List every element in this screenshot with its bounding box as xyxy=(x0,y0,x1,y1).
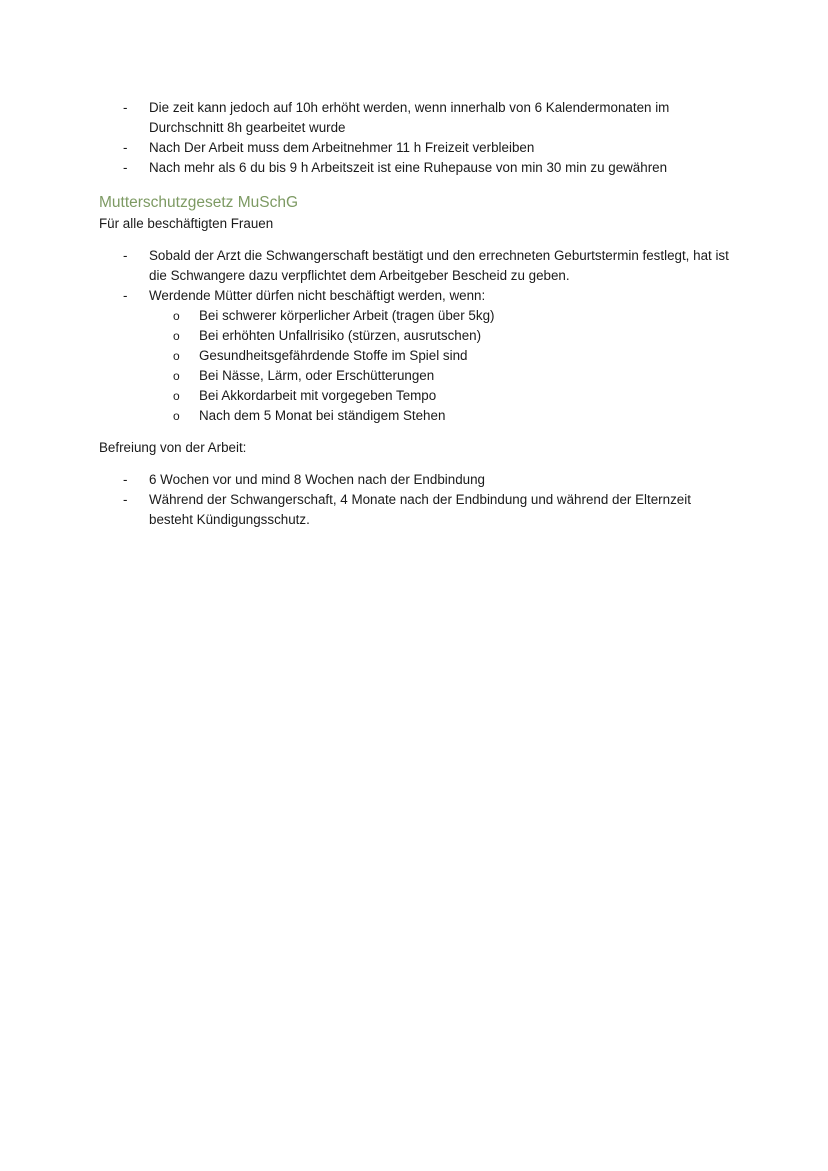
list-item xyxy=(0,138,828,158)
list-item xyxy=(0,490,828,530)
circle-bullet-icon: o xyxy=(173,329,180,343)
list-item xyxy=(0,158,828,178)
list-marker: - xyxy=(123,160,128,175)
sub-list-item xyxy=(0,346,828,366)
sub-list-item-text: Nach dem 5 Monat bei ständigem Stehen xyxy=(199,408,446,423)
sub-list-item-text: Bei erhöhten Unfallrisiko (stürzen, ausrutschen) xyxy=(199,328,482,343)
section-subtitle: Für alle beschäftigten Frauen xyxy=(99,216,274,231)
intro-list xyxy=(0,98,828,178)
mutterschutz-list xyxy=(0,246,828,426)
list-marker: - xyxy=(123,140,128,155)
list-item-text: 6 Wochen vor und mind 8 Wochen nach der Endbindung xyxy=(149,472,485,487)
list-item-text: Werdende Mütter dürfen nicht beschäftigt werden, wenn: xyxy=(149,288,486,303)
sub-list-item-text: Gesundheitsgefährdende Stoffe im Spiel sind xyxy=(199,348,468,363)
list-item xyxy=(0,246,828,286)
befreiung-list xyxy=(0,470,828,530)
sub-list-item xyxy=(0,406,828,426)
list-item-text: Während der Schwangerschaft, 4 Monate nach der Endbindung und während der Elternzeit besteht Kündigungsschutz. xyxy=(149,492,691,527)
list-marker: - xyxy=(123,492,128,507)
befreiung-title: Befreiung von der Arbeit: xyxy=(99,440,247,455)
list-item-text: Sobald der Arzt die Schwangerschaft bestätigt und den errechneten Geburtstermin festlegt, hat ist die Schwangere dazu verpflichtet dem Arbeitgeber Bescheid zu geben. xyxy=(149,248,729,283)
list-marker: - xyxy=(123,248,128,263)
sub-list-item-text: Bei schwerer körperlicher Arbeit (tragen über 5kg) xyxy=(199,308,495,323)
list-item xyxy=(0,98,828,138)
circle-bullet-icon: o xyxy=(173,409,180,423)
list-item-text: Die zeit kann jedoch auf 10h erhöht werden, wenn innerhalb von 6 Kalendermonaten im Durchschnitt 8h gearbeitet wurde xyxy=(149,100,670,135)
list-marker: - xyxy=(123,288,128,303)
list-item xyxy=(0,286,828,306)
list-marker: - xyxy=(123,472,128,487)
sub-list-item xyxy=(0,306,828,326)
circle-bullet-icon: o xyxy=(173,369,180,383)
sub-list-item xyxy=(0,366,828,386)
list-marker: - xyxy=(123,100,128,115)
list-item-text: Nach Der Arbeit muss dem Arbeitnehmer 11 h Freizeit verbleiben xyxy=(149,140,535,155)
circle-bullet-icon: o xyxy=(173,309,180,323)
sub-list-item-text: Bei Akkordarbeit mit vorgegeben Tempo xyxy=(199,388,437,403)
sub-list-item-text: Bei Nässe, Lärm, oder Erschütterungen xyxy=(199,368,435,383)
section-heading: Mutterschutzgesetz MuSchG xyxy=(99,194,298,211)
list-item xyxy=(0,470,828,490)
circle-bullet-icon: o xyxy=(173,349,180,363)
sub-list-item xyxy=(0,386,828,406)
circle-bullet-icon: o xyxy=(173,389,180,403)
list-item-text: Nach mehr als 6 du bis 9 h Arbeitszeit ist eine Ruhepause von min 30 min zu gewähren xyxy=(149,160,668,175)
sub-list-item xyxy=(0,326,828,346)
